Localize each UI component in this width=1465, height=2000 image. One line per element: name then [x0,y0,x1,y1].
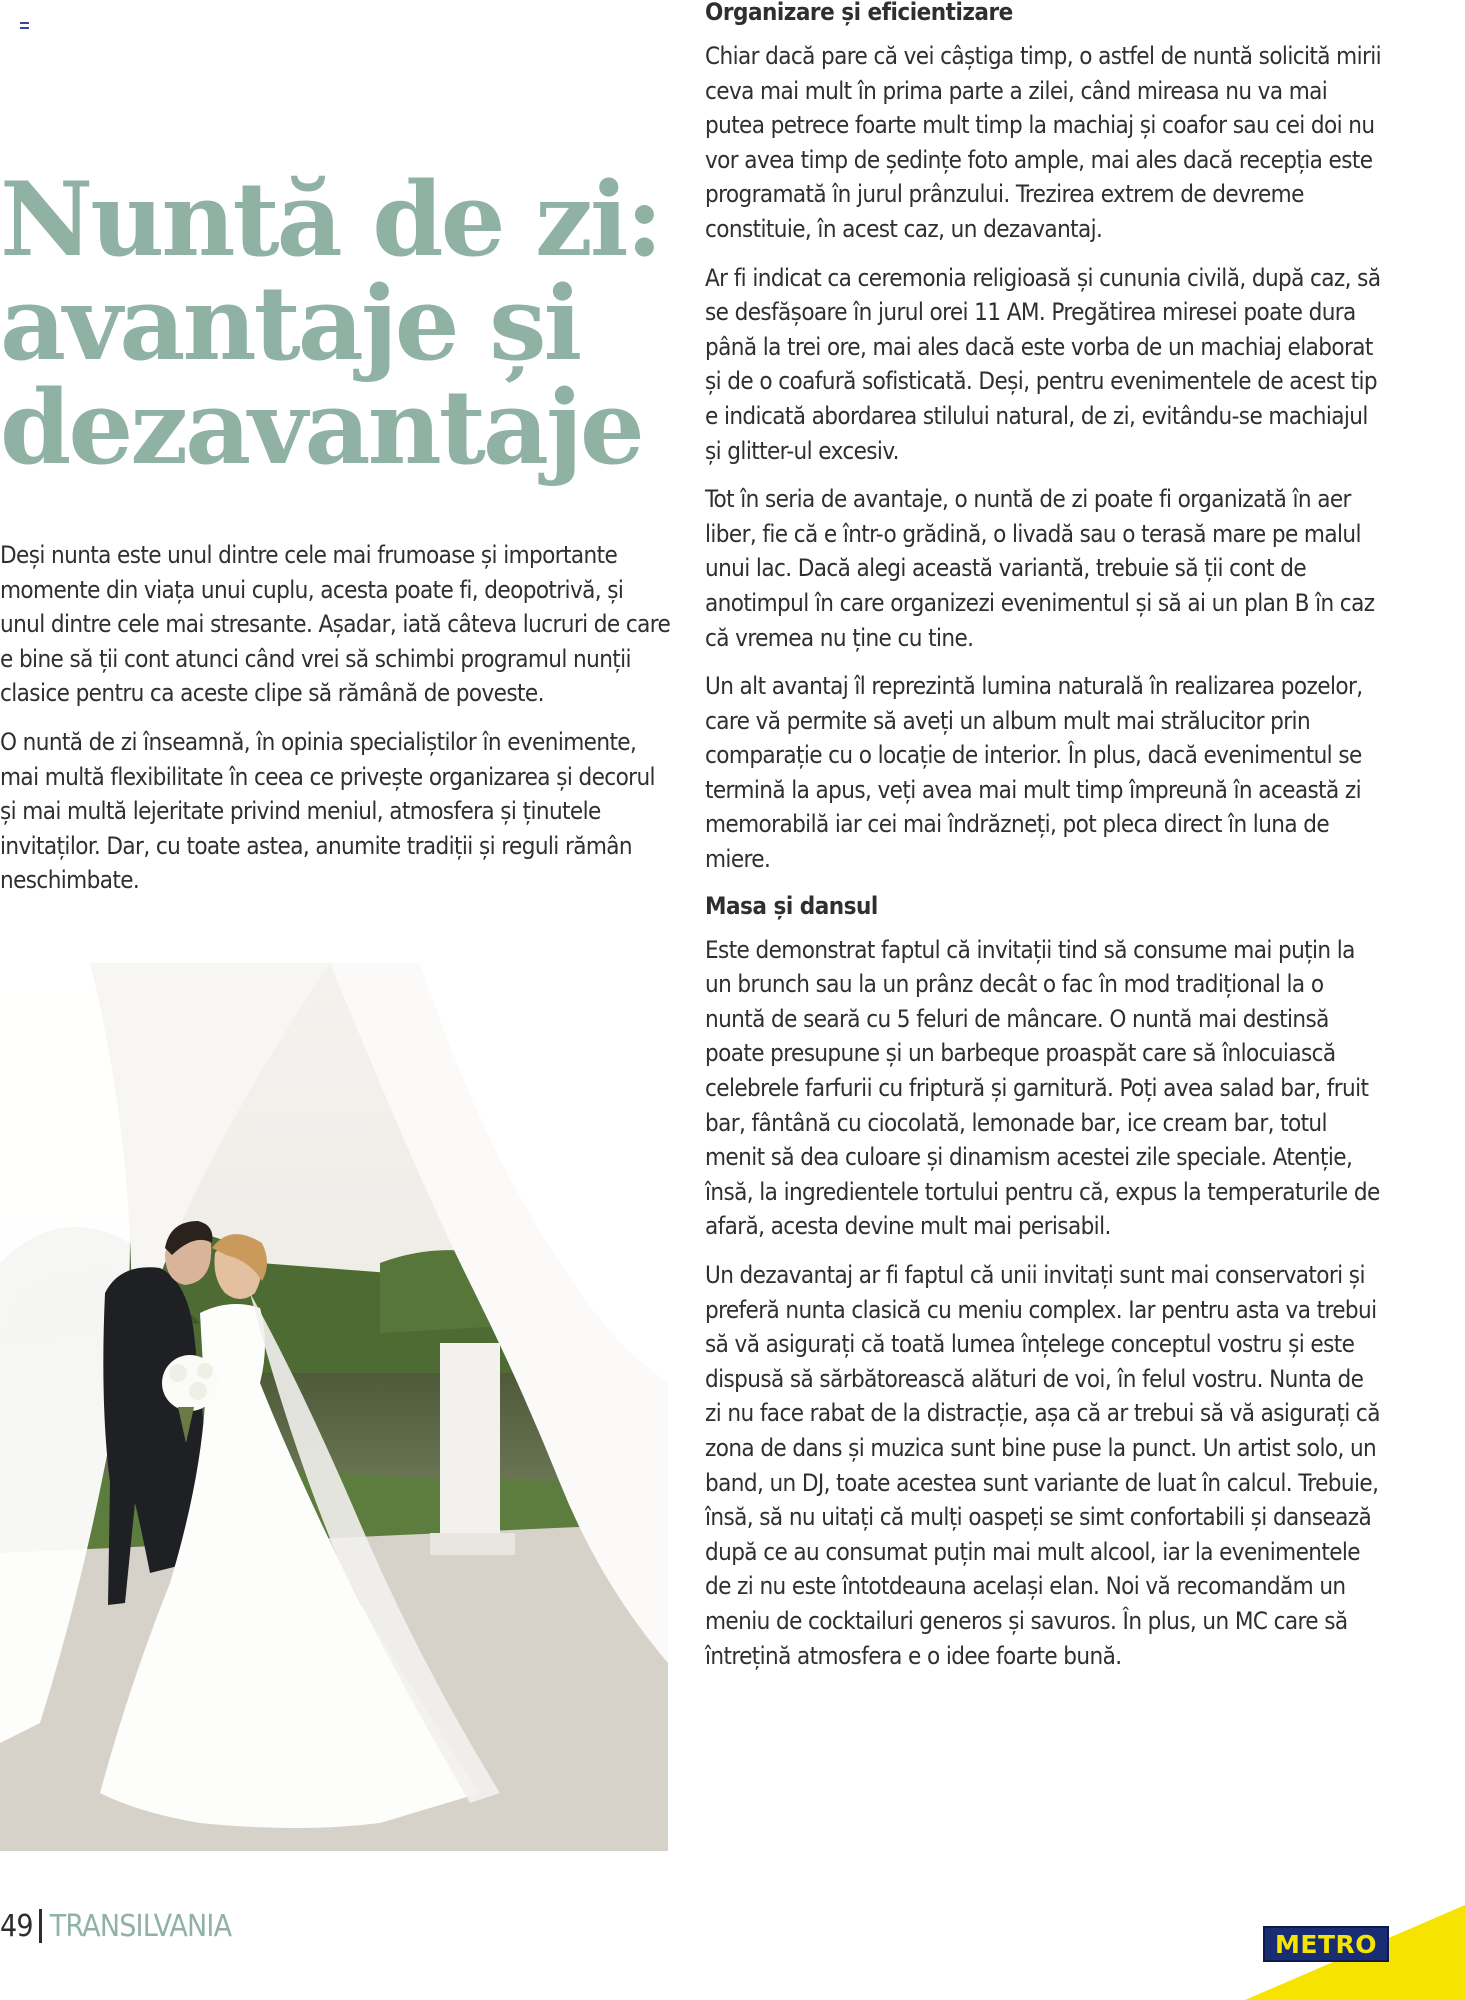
body-paragraph: Chiar dacă pare că vei câștiga timp, o astfel de nuntă solicită mirii ceva mai mult în prima parte a zilei, când mireasa nu va mai putea petrece foarte mult timp la machiaj și coafor sau cei doi nu vor avea timp de ședințe foto ample, mai ales dacă recepția este programată în jurul prânzului. Trezirea extrem de devreme constituie, în acest caz, un dezavantaj. [705,42,1382,243]
article-title [0,160,661,488]
body-paragraph: Este demonstrat faptul că invitații tind să consume mai puțin la un brunch sau la un prânz decât o fac în mod tradițional la o nuntă de seară cu 5 feluri de mâncare. O nuntă mai destinsă poate presupune și un barbeque proaspăt care să înlocuiască celebrele farfurii cu friptură și garnitură. Poți avea salad bar, fruit bar, fântână cu ciocolată, lemonade bar, ice cream bar, totul menit să dea culoare și dinamism acestei zile speciale. Atenție, însă, la ingredientele tortului pentru că, expus la temperaturile de afară, acesta devine mult mai perisabil. [705,935,1380,1241]
menu-icon[interactable] [20,22,29,29]
body-paragraph: Tot în seria de avantaje, o nuntă de zi poate fi organizată în aer liber, fie că e într-o grădină, o livadă sau o terasă mare pe malul unui lac. Dacă alegi această variantă, trebuie să ții cont de anotimpul în care organizezi evenimentul și să ai un plan B în caz că vremea nu ține cu tine. [705,485,1375,652]
title-line: Nuntă de zi: [0,160,661,280]
body-paragraph: Ar fi indicat ca ceremonia religioasă și cununia civilă, după caz, să se desfășoare în jurul orei 11 AM. Pregătirea miresei poate dura până la trei ore, mai ales dacă este vorba de un machiaj elaborat și de o coafură sofisticată. Deși, pentru evenimentele de acest tip e indicată abordarea stilului natural, de zi, evitându-se machiajul și glitter-ul excesiv. [705,263,1381,465]
metro-logo-text: METRO [1274,1929,1377,1959]
body-paragraph: Un dezavantaj ar fi faptul că unii invitați sunt mai conservatori și preferă nunta clasică cu meniu complex. Iar pentru asta va trebui să vă asigurați că toată lumea înțelege conceptul vostru și este dispusă să sărbătorească alături de voi, în felul vostru. Nunta de zi nu face rabat de la distracție, așa că ar trebui să vă asigurați că zona de dans și muzica sunt bine puse la punct. Un artist solo, un band, un DJ, toate acestea sunt variante de luat în calcul. Trebuie, însă, să nu uitați că mulți oaspeți se simt confortabili și dansează după ce au consumat puțin mai mult alcool, iar la evenimentele de zi nu este întotdeauna același elan. Noi vă recomandăm un meniu de cocktailuri generos și savuros. În plus, un MC care să întrețină atmosfera e o idee foarte bună. [705,1261,1380,1670]
page-footer [0,1906,231,1946]
intro-column [0,538,672,912]
section-heading: Organizare și eficientizare [705,0,1013,26]
body-column [705,0,1385,1687]
wedding-photo [0,963,668,1851]
metro-logo [1263,1926,1389,1962]
intro-paragraph: Deși nunta este unul dintre cele mai frumoase și importante momente din viața unui cuplu, acesta poate fi, deopotrivă, și unul dintre cele mai stresante. Așadar, iată câteva lucruri de care e bine să ții cont atunci când vrei să schimbi programul nunții clasice pentru ca aceste clipe să rămână de poveste. [0,541,671,708]
page-number: 49 [0,1908,33,1944]
publication-name: TRANSILVANIA [49,1908,232,1944]
title-line: dezavantaje [0,368,642,488]
footer-divider [39,1909,42,1943]
section-heading: Masa și dansul [705,891,878,920]
title-line: avantaje și [0,264,580,384]
intro-paragraph: O nuntă de zi înseamnă, în opinia specialiștilor în evenimente, mai multă flexibilitate în ceea ce privește organizarea și decorul și mai multă lejeritate privind meniul, atmosfera și ținutele invitaților. Dar, cu toate astea, anumite tradiții și reguli rămân neschimbate. [0,727,655,895]
body-paragraph: Un alt avantaj îl reprezintă lumina naturală în realizarea pozelor, care vă permite să aveți un album mult mai strălucitor prin comparație cu o locație de interior. În plus, dacă evenimentul se termină la apus, veți avea mai mult timp împreună în această zi memorabilă iar cei mai îndrăzneți, pot pleca direct în luna de miere. [705,672,1363,874]
